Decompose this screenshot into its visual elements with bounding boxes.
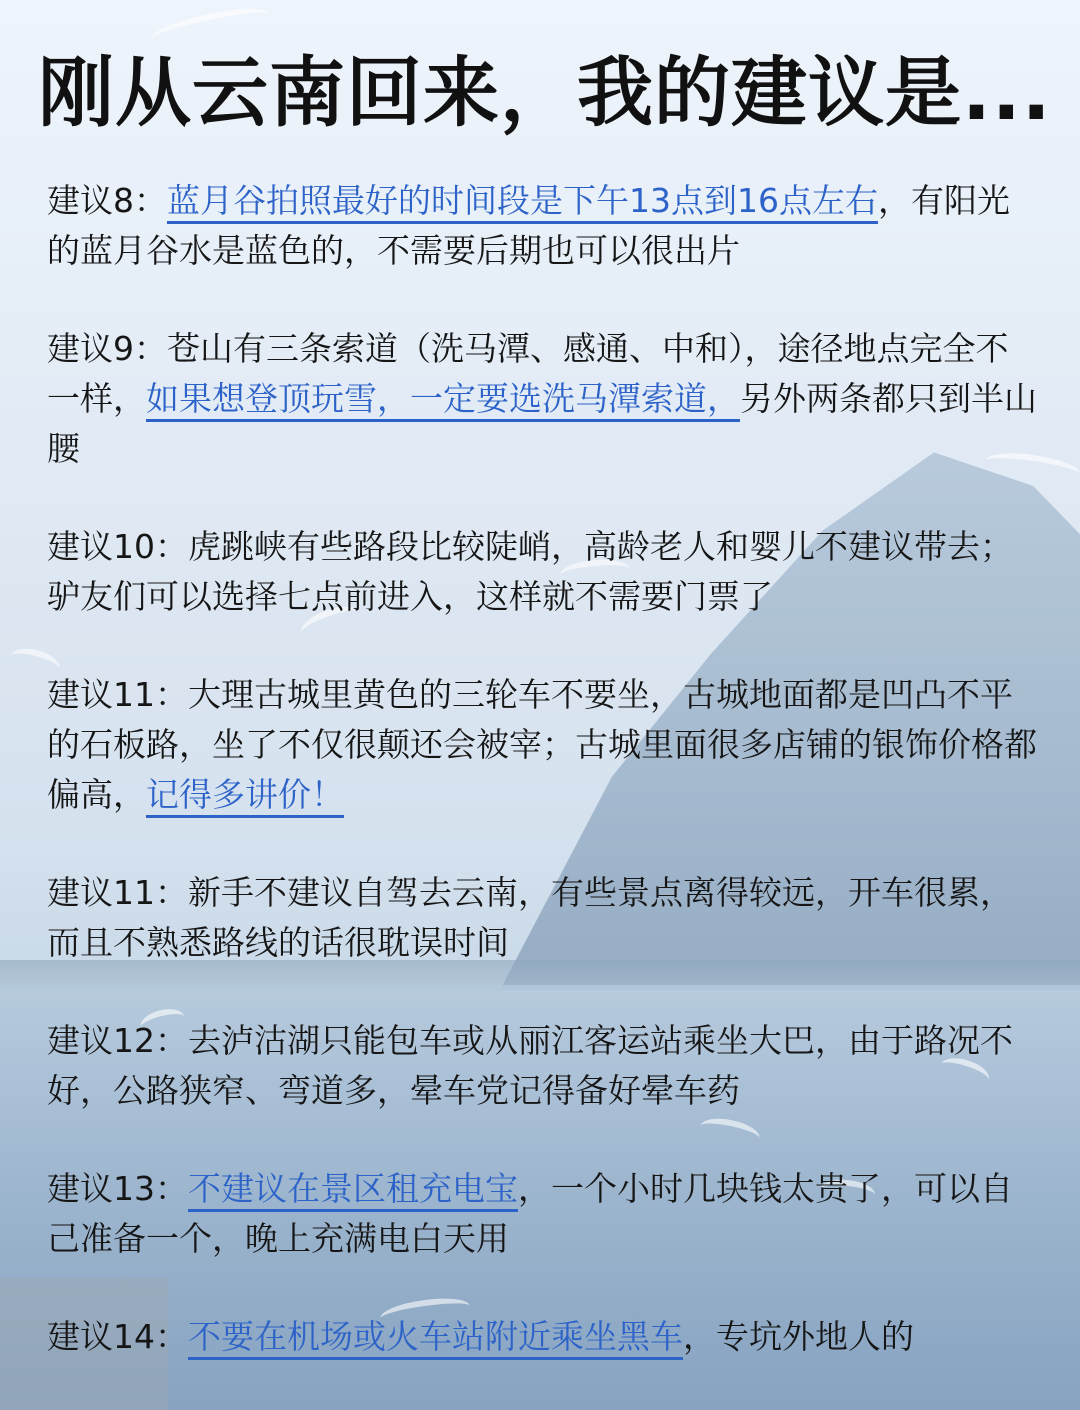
tip-label: 建议10： bbox=[47, 527, 188, 566]
tip-text: 去泸沽湖只能包车或从丽江客运站乘坐大巴，由于路况不好，公路狭窄、弯道多，晕车党记得备好晕车药 bbox=[47, 1021, 1013, 1110]
tip-item bbox=[47, 324, 1037, 474]
tip-text: 苍山有三条索道（洗马潭、感通、中和），途径地点完全不一样， bbox=[47, 329, 1009, 418]
tip-item bbox=[47, 522, 1037, 622]
tip-highlight: 如果想登顶玩雪，一定要选洗马潭索道， bbox=[146, 379, 740, 422]
tip-highlight: 记得多讲价！ bbox=[146, 775, 344, 818]
tip-label: 建议14： bbox=[47, 1317, 188, 1356]
tip-item bbox=[47, 670, 1037, 820]
tip-text: 大理古城里黄色的三轮车不要坐，古城地面都是凹凸不平的石板路，坐了不仅很颠还会被宰；古城里面很多店铺的银饰价格都偏高， bbox=[47, 675, 1037, 814]
tip-item bbox=[47, 1164, 1037, 1264]
tip-text: 另外两条都只到半山腰 bbox=[47, 379, 1037, 468]
tip-label: 建议9： bbox=[47, 329, 167, 368]
tip-item bbox=[47, 868, 1037, 968]
tip-label: 建议11： bbox=[47, 675, 188, 714]
tip-text: 新手不建议自驾去云南，有些景点离得较远，开车很累，而且不熟悉路线的话很耽误时间 bbox=[47, 873, 1013, 962]
tip-text: ，有阳光的蓝月谷水是蓝色的，不需要后期也可以很出片 bbox=[47, 181, 1010, 270]
tip-label: 建议8： bbox=[47, 181, 167, 220]
tip-label: 建议12： bbox=[47, 1021, 188, 1060]
tip-text: 虎跳峡有些路段比较陡峭，高龄老人和婴儿不建议带去；驴友们可以选择七点前进入，这样就不需要门票了 bbox=[47, 527, 1013, 616]
tip-highlight: 不建议在景区租充电宝 bbox=[188, 1169, 518, 1212]
page-title: 刚从云南回来，我的建议是... bbox=[38, 48, 1052, 137]
tip-label: 建议13： bbox=[47, 1169, 188, 1208]
tip-item bbox=[47, 176, 1037, 276]
tip-highlight: 蓝月谷拍照最好的时间段是下午13点到16点左右 bbox=[167, 181, 878, 224]
tip-text: ，专坑外地人的 bbox=[683, 1317, 914, 1356]
tip-item bbox=[47, 1016, 1037, 1116]
seagull-icon bbox=[149, 2, 271, 50]
tip-item bbox=[47, 1312, 1037, 1362]
tip-text: ，一个小时几块钱太贵了，可以自己准备一个，晚上充满电白天用 bbox=[47, 1169, 1013, 1258]
tip-label: 建议11： bbox=[47, 873, 188, 912]
tips-list bbox=[47, 176, 1037, 1410]
tip-highlight: 不要在机场或火车站附近乘坐黑车 bbox=[188, 1317, 683, 1360]
